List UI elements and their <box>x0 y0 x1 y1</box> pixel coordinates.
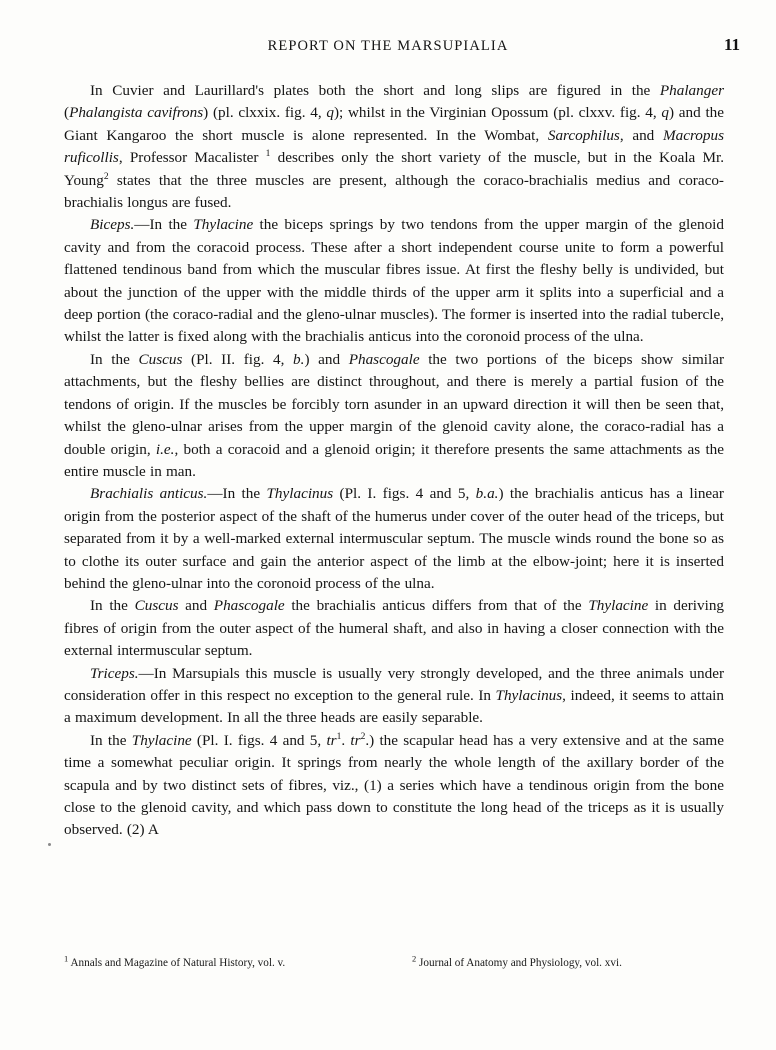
paragraph: In the Cuscus and Phascogale the brachialis anticus differs from that of the Thylacine in deriving fibres of origin from the outer aspect of the humeral shaft, and also in having a closer connection with the external intermuscular septum. <box>64 597 725 660</box>
footnote-text: Journal of Anatomy and Physiology, vol. xvi. <box>419 957 622 969</box>
running-head: REPORT ON THE MARSUPIALIA <box>267 38 509 54</box>
footnote-text: Annals and Magazine of Natural History, vol. v. <box>70 957 286 969</box>
paragraph: Brachialis anticus.—In the Thylacinus (Pl. I. figs. 4 and 5, b.a.) the brachialis anticus has a linear origin from the posterior aspect of the shaft of the humerus under cover of the outer head of the triceps, but separated from it by a well-marked external intermuscular septum. The muscle winds round the bone so as to clothe its outer surface and gain the anterior aspect of the limb at the elbow-joint; here it is inserted behind the gleno-ulnar into the coronoid process of the ulna. <box>64 485 724 592</box>
paragraph: In the Cuscus (Pl. II. fig. 4, b.) and Phascogale the two portions of the biceps show similar attachments, but the fleshy bellies are distinct throughout, and there is merely a partial fusion of the tendons of origin. If the muscles be forcibly torn asunder in an upward direction it will then be seen that, whilst the gleno-ulnar arises from the upper margin of the glenoid cavity alone, the coraco-radial has a double origin, i.e., both a coracoid and a glenoid origin; it therefore presents the same attachments as the entire muscle in man. <box>64 350 724 480</box>
paragraph: In the Thylacine (Pl. I. figs. 4 and 5, $tr^1$. $tr^2$.) the scapular head has a very extensive and at the same time a somewhat peculiar origin. It springs from nearly the whole length of the axillary border of the scapula and by two distinct sets of fibres, viz., (1) a series which have a tendinous origin from the bone close to the glenoid cavity, and which pass down to constitute the long head of the triceps as it is usually observed. (2) A <box>64 731 724 839</box>
footnote-left <box>64 953 286 969</box>
paragraph: Biceps.—In the Thylacine the biceps springs by two tendons from the upper margin of the glenoid cavity and from the coracoid process. These after a short independent course unite to form a powerful flattened tendinous band from which the muscular fibres issue. At first the fleshy belly is undivided, but about the junction of the upper with the middle thirds of the upper arm it splits into a superficial and a deep portion (the coraco-radial and the gleno-ulnar muscles). The former is inserted into the radial tubercle, whilst the latter is fixed along with the brachialis anticus into the coronoid process of the ulna. <box>64 216 724 346</box>
footnote-marker: 2 <box>412 953 417 964</box>
body-text <box>64 80 724 842</box>
paragraph: In Cuvier and Laurillard's plates both the short and long slips are figured in the Phalanger (Phalangista cavifrons) (pl. clxxix. fig. 4, q); whilst in the Virginian Opossum (pl. clxxv. fig. 4, q) and the Giant Kangaroo the short muscle is alone represented. In the Wombat, Sarcophilus, and Macropus ruficollis, Professor Macalister $^1$ describes only the short variety of the muscle, but in the Koala Mr. Young$^2$ states that the three muscles are present, although the coraco-brachialis medius and coraco-brachialis longus are fused. <box>64 82 725 212</box>
page-header <box>0 35 776 60</box>
margin-speck <box>48 843 51 846</box>
footnote-area <box>64 953 724 977</box>
footnote-marker: 1 <box>64 953 69 964</box>
footnote-right <box>412 953 622 969</box>
paragraph: Triceps.—In Marsupials this muscle is usually very strongly developed, and the three animals under consideration offer in this respect no exception to the general rule. In Thylacinus, indeed, it seems to attain a maximum development. In all the three heads are easily separable. <box>64 664 724 727</box>
page-number: 11 <box>723 35 740 54</box>
